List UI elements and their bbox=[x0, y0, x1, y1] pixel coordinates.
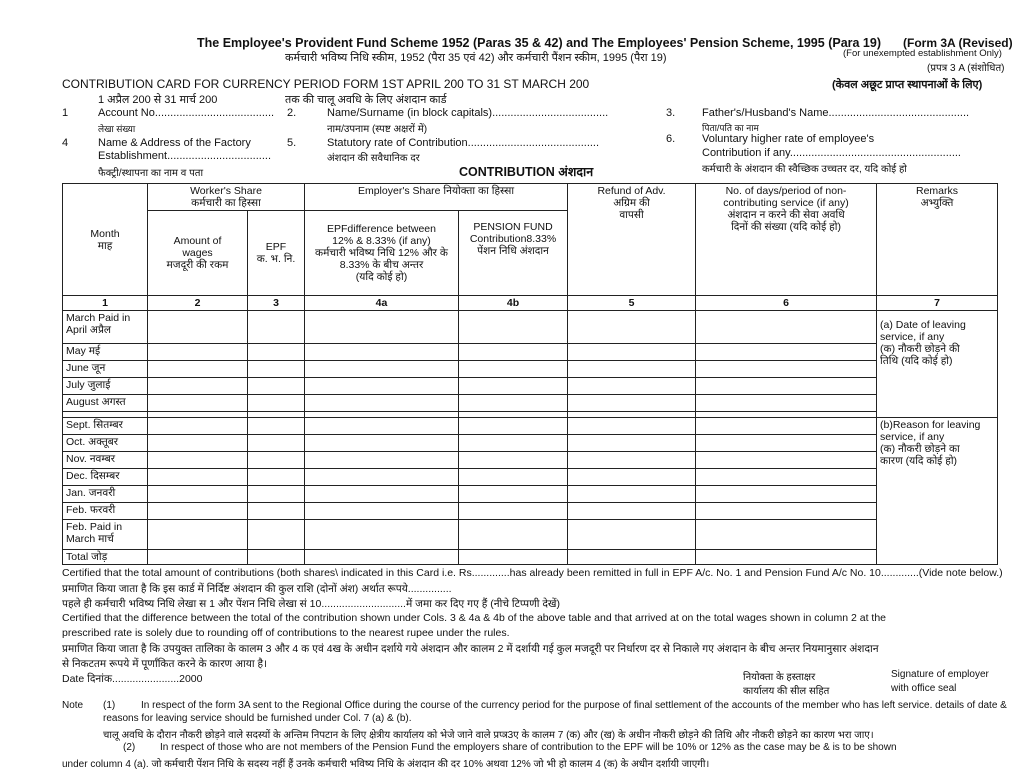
father-hindi: पिता/पति का नाम bbox=[702, 123, 759, 133]
col-num: 5 bbox=[568, 296, 696, 311]
field-5-number: 5. bbox=[287, 137, 297, 149]
header-worker-share: Worker's Share कर्मचारी का हिस्सा bbox=[148, 184, 305, 211]
header-pension-fund: PENSION FUND Contribution8.33% पेंशन निधि अंशदान bbox=[459, 211, 568, 296]
header-remarks: Remarks अभ्युक्ति bbox=[877, 184, 998, 296]
note-2-line-2: under column 4 (a). जो कर्मचारी पेंशन निधि के सदस्य नहीं हैं उनके कर्मचारी भविष्य निधि के अंशदान की दर 10% अथवा 12% जो भी हो कालम 4 (क) के अधीन दर्शायी जाएगी। bbox=[62, 759, 710, 770]
note-2-number: (2) bbox=[123, 742, 136, 753]
signature-hindi-1: नियोक्ता के हस्ताक्षर bbox=[743, 672, 816, 683]
col-num: 2 bbox=[148, 296, 248, 311]
remark-leaving-date: (a) Date of leaving service, if any (क) नौकरी छोड़ने की तिथि (यदि कोई हो) bbox=[877, 311, 998, 418]
header-epf: EPF क. भ. नि. bbox=[248, 211, 305, 296]
month-cell: Feb. फरवरी bbox=[63, 503, 148, 520]
certification-line-5: prescribed rate is solely due to rounding off of contributions to the nearest rupee under the rules. bbox=[62, 627, 510, 639]
month-cell: June जून bbox=[63, 361, 148, 378]
table-row bbox=[63, 503, 998, 520]
field-2-number: 2. bbox=[287, 107, 297, 119]
header-month: Month माह bbox=[63, 184, 148, 296]
signature-hindi-2: कार्यालय की सील सहित bbox=[743, 686, 830, 697]
factory-name-field: Name & Address of the Factory bbox=[98, 137, 251, 149]
col-num: 6 bbox=[696, 296, 877, 311]
account-no-field: Account No....................................... bbox=[98, 107, 275, 119]
table-row bbox=[63, 395, 998, 412]
date-field: Date दिनांक.......................2000 bbox=[62, 673, 203, 685]
table-row bbox=[63, 520, 998, 550]
month-cell: Nov. नवम्बर bbox=[63, 452, 148, 469]
factory-hindi: फैक्ट्री/स्थापना का नाम व पता bbox=[98, 168, 204, 179]
month-cell: March Paid in April अप्रैल bbox=[63, 311, 148, 344]
signature-employer: Signature of employer bbox=[891, 669, 989, 680]
form-number: (Form 3A (Revised) bbox=[903, 36, 1013, 50]
field-6-number: 6. bbox=[666, 133, 676, 145]
col-num: 3 bbox=[248, 296, 305, 311]
month-cell: Jan. जनवरी bbox=[63, 486, 148, 503]
month-cell: May मई bbox=[63, 344, 148, 361]
note-1-line-2: reasons for leaving service should be furnished under Col. 7 (a) & (b). bbox=[103, 713, 412, 724]
month-cell: August अगस्त bbox=[63, 395, 148, 412]
remark-leaving-reason: (b)Reason for leaving service, if any (क) नौकरी छोड़ने का कारण (यदि कोई हो) bbox=[877, 418, 998, 565]
table-row bbox=[63, 311, 998, 344]
table-row bbox=[63, 435, 998, 452]
field-3-number: 3. bbox=[666, 107, 676, 119]
note-label: Note bbox=[62, 700, 84, 711]
certification-line-3: पहले ही कर्मचारी भविष्य निधि लेखा स 1 और पेंशन निधि लेखा सं 10.............................में जमा कर दिए गए हैं (नीचे टिप्पणी देखें) bbox=[62, 598, 561, 610]
name-hindi: नाम/उपनाम (स्पष्ट अक्षरों में) bbox=[327, 124, 428, 135]
certification-line-1: Certified that the total amount of contributions (both shares\ indicated in this Card i.e. Rs.............has already been remitted in full in EPF A/c. No. 1 and Pension Fund A/c No. 10.............(Vide note below.) bbox=[62, 567, 1003, 579]
form-number-hindi: (प्रपत्र 3 A (संशोधित) bbox=[927, 63, 1005, 74]
month-cell: Feb. Paid in March मार्च bbox=[63, 520, 148, 550]
statutory-hindi: अंशदान की सवैधानिक दर bbox=[327, 153, 420, 164]
voluntary-rate-field: Voluntary higher rate of employee's bbox=[702, 133, 875, 145]
field-1-number: 1 bbox=[62, 107, 69, 119]
note-1-hindi: चालू अवधि के दौरान नौकरी छोड़ने वाले सदस्यों के अन्तिम निपटान के लिए क्षेत्रीय कार्यालय को भेजे जाने वाले प्रप्त्र3ए के कालम 7 (क) और (ख) के अधीन नौकरी छोड़ने की तिथि और नौकरी छोड़ने का कारण भरा जाए। bbox=[103, 730, 874, 741]
header-epf-difference: EPFdifference between 12% & 8.33% (if any) कर्मचारी भविष्य निधि 12% और के 8.33% के बीच अन्तर (यदि कोई हो) bbox=[305, 211, 459, 296]
month-cell: Sept. सितम्बर bbox=[63, 418, 148, 435]
header-refund: Refund of Adv. अग्रिम की वापसी bbox=[568, 184, 696, 296]
month-cell: Dec. दिसम्बर bbox=[63, 469, 148, 486]
month-cell: July जुलाई bbox=[63, 378, 148, 395]
certification-line-2: प्रमाणित किया जाता है कि इस कार्ड में निर्दिष्ट अंशदान की कुल राशि (दोनों अंश) अर्थात रूपये............... bbox=[62, 583, 452, 595]
field-4-number: 4 bbox=[62, 137, 69, 149]
note-2-line-1: In respect of those who are not members of the Pension Fund the employers share of contribution to the EPF will be 10% or 12% as the case may be & is to be shown bbox=[160, 742, 897, 753]
period-hindi: 1 अप्रैल 200 से 31 मार्च 200 bbox=[98, 94, 218, 106]
name-field: Name/Surname (in block capitals)...................................... bbox=[327, 107, 609, 119]
col-num: 4a bbox=[305, 296, 459, 311]
certification-line-6: प्रमाणित किया जाता है कि उपयुक्त तालिका के कालम 3 और 4 क एवं 4ख के अधीन दर्शाये गये अंशदान और कालम 2 में दर्शायी गई कुल मजदूरी पर निर्धारण दर से निकाले गए अंशदान के बीच अन्तर नियमानुसार अंशदान bbox=[62, 643, 879, 655]
table-row bbox=[63, 378, 998, 395]
card-title: CONTRIBUTION CARD FOR CURRENCY PERIOD FORM 1ST APRIL 200 TO 31 ST MARCH 200 bbox=[62, 77, 590, 91]
header-non-contributing-days: No. of days/period of non- contributing service (if any) अंशदान न करने की सेवा अवधि दिनों की संख्या (यदि कोई हो) bbox=[696, 184, 877, 296]
table-row bbox=[63, 418, 998, 435]
voluntary-rate-field-2: Contribution if any........................................................ bbox=[702, 147, 961, 159]
table-row bbox=[63, 344, 998, 361]
certification-line-4: Certified that the difference between the total of the contribution shown under Cols. 3 & 4a & 4b of the above table and that arrived at on the total wages shown in column 2 at the bbox=[62, 612, 886, 624]
header-wages: Amount of wages मजदूरी की रकम bbox=[148, 211, 248, 296]
period-hindi-2: तक की चालू अवधि के लिए अंशदान कार्ड bbox=[285, 94, 447, 106]
account-no-hindi: लेखा संख्या bbox=[98, 124, 136, 134]
total-row bbox=[63, 550, 998, 565]
col-num: 7 bbox=[877, 296, 998, 311]
table-row bbox=[63, 452, 998, 469]
col-num: 1 bbox=[63, 296, 148, 311]
column-number-row bbox=[63, 296, 998, 311]
title-english: The Employee's Provident Fund Scheme 1952 (Paras 35 & 42) and The Employees' Pension Scheme, 1995 (Para 19) bbox=[197, 36, 881, 50]
table-row bbox=[63, 361, 998, 378]
note-1-number: (1) bbox=[103, 700, 116, 711]
unexempted-note-hindi: (केवल अछूट प्राप्त स्थापनाओं के लिए) bbox=[832, 79, 983, 91]
establishment-field: Establishment.................................. bbox=[98, 150, 271, 162]
voluntary-hindi: कर्मचारी के अंशदान की स्वैच्छिक उच्चतर दर, यदि कोई हो bbox=[702, 164, 907, 175]
signature-office-seal: with office seal bbox=[891, 683, 957, 694]
total-cell: Total जोड़ bbox=[63, 550, 148, 565]
contribution-table bbox=[62, 183, 998, 565]
title-hindi: कर्मचारी भविष्य निधि स्कीम, 1952 (पैरा 35 एवं 42) और कर्मचारी पैंशन स्कीम, 1995 (पैरा 19) bbox=[285, 52, 667, 64]
father-name-field: Father's/Husband's Name.............................................. bbox=[702, 107, 970, 119]
unexempted-note: (For unexempted establishment Only) bbox=[843, 48, 1002, 59]
table-row bbox=[63, 469, 998, 486]
table-row bbox=[63, 486, 998, 503]
month-cell: Oct. अक्तूबर bbox=[63, 435, 148, 452]
statutory-rate-field: Statutory rate of Contribution........................................... bbox=[327, 137, 600, 149]
note-1-line-1: In respect of the form 3A sent to the Regional Office during the course of the currency period for the purpose of final settlement of the accounts of the member who has left service. details of date & bbox=[141, 700, 1007, 711]
header-employer-share: Employer's Share नियोक्ता का हिस्सा bbox=[305, 184, 568, 211]
col-num: 4b bbox=[459, 296, 568, 311]
certification-line-7: से निकटतम रूपये में पूर्णांकित करने के कारण आया है। bbox=[62, 658, 268, 670]
contribution-title: CONTRIBUTION अंशदान bbox=[459, 165, 594, 179]
